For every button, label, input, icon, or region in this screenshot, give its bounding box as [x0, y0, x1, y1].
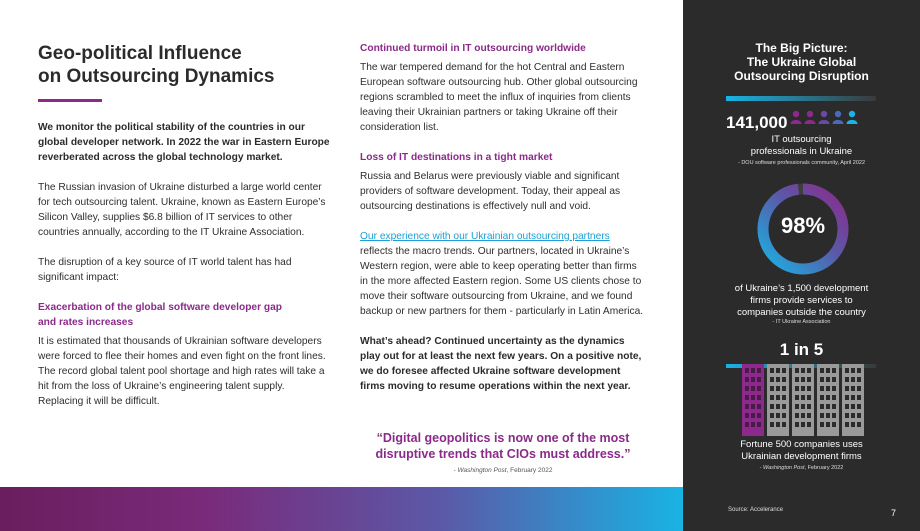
stat-fortune-label-line2: Ukrainian development firms — [741, 451, 862, 462]
paragraph-talent-gap: It is estimated that thousands of Ukrainian software developers were forced to flee their homes and even fight on the front lines. The record global talent pool shortage and high rates will take a hit from the loss of Ukraine’s engineering talent supply. Replacing it will be difficult. — [38, 336, 326, 407]
heading-talent-gap — [38, 300, 330, 330]
stat-firms-label-line3: companies outside the country — [737, 307, 866, 318]
person-icon — [832, 110, 844, 124]
panel-title-line2: The Ukraine Global — [746, 55, 857, 69]
person-icon — [804, 110, 816, 124]
stat-firms-label-line2: firms provide services to — [750, 295, 853, 306]
person-icon — [790, 110, 802, 124]
panel-title-underline — [726, 96, 876, 101]
building-icon — [742, 364, 764, 436]
stat-fortune-src-publication: Washington Post — [763, 465, 805, 471]
building-icon — [792, 364, 814, 436]
paragraph-experience — [360, 229, 644, 319]
column-middle — [360, 41, 644, 409]
pull-quote-source — [360, 467, 646, 474]
page-title — [38, 42, 274, 88]
heading-loss-destinations: Loss of IT destinations in a tight market — [360, 152, 553, 163]
column-left — [38, 120, 330, 424]
stat-professionals-value: 141,000 — [726, 113, 788, 132]
building-icon — [767, 364, 789, 436]
heading-talent-gap-line2: and rates increases — [38, 317, 134, 328]
pull-quote-text: “Digital geopolitics is now one of the most disruptive trends that CIOs must address.” — [375, 431, 631, 461]
stat-professionals-label — [683, 134, 920, 158]
footer-source: Source: Accelerance — [728, 507, 784, 513]
stat-firms-source: - IT Ukraine Association — [772, 319, 831, 325]
stat-firms-label-line1: of Ukraine’s 1,500 development — [734, 283, 869, 294]
stat-fortune-label-line1: Fortune 500 companies uses — [740, 439, 863, 450]
building-icon — [842, 364, 864, 436]
pull-quote — [360, 430, 646, 474]
big-picture-panel — [683, 0, 920, 531]
quote-src-prefix: - — [453, 467, 458, 474]
paragraph-whats-ahead: What’s ahead? Continued uncertainty as the dynamics play out for at least the next few years. On a positive note, we do foresee affected Ukraine software development firms moving to resume operations within the next year. — [360, 336, 642, 392]
heading-turmoil: Continued turmoil in IT outsourcing worldwide — [360, 43, 586, 54]
stat-firms-value: 98% — [780, 213, 826, 238]
ukraine-partners-link[interactable]: Our experience with our Ukrainian outsourcing partners — [360, 231, 610, 242]
quote-src-publication: Washington Post — [457, 467, 507, 474]
lead-paragraph: We monitor the political stability of the countries in our global developer network. In 2022 the war in Eastern Europe reverberated across the global technology market. — [38, 122, 330, 163]
paragraph-turmoil: The war tempered demand for the hot Central and Eastern European software outsourcing hub. Other global outsourcing regions scrambled to meet the influx of inquiries from clients leaving their Ukrainian partners or taking Ukraine off their consideration list. — [360, 62, 638, 133]
page-number: 7 — [891, 508, 897, 518]
stat-fortune-source — [683, 465, 920, 471]
person-icon — [846, 110, 858, 124]
building-icon — [817, 364, 839, 436]
panel-title — [683, 41, 920, 83]
stat-professionals-source: - DOU software professionals community, April 2022 — [737, 160, 866, 166]
page-title-line1: Geo-political Influence — [38, 43, 242, 64]
stat-fortune-src-prefix: - — [759, 465, 764, 471]
panel-title-line1: The Big Picture: — [755, 41, 848, 55]
people-icon-row — [790, 110, 858, 124]
stat-professionals-label-line1: IT outsourcing — [771, 134, 832, 145]
stat-fortune-value: 1 in 5 — [779, 340, 824, 359]
paragraph-disruption: The disruption of a key source of IT world talent has had significant impact: — [38, 257, 292, 283]
paragraph-experience-text: reflects the macro trends. Our partners, located in Ukraine’s Western region, were able to keep operating better than firms in the more affected Eastern region. Some US clients chose to move their software outsourcing from Ukraine, and we found backup or new partners for them - particularly in Latin America. — [360, 246, 644, 317]
heading-talent-gap-line1: Exacerbation of the global software developer gap — [38, 302, 282, 313]
panel-title-line3: Outsourcing Disruption — [734, 69, 869, 83]
title-divider — [38, 99, 102, 102]
stat-fortune-label — [683, 439, 920, 463]
paragraph-loss-destinations: Russia and Belarus were previously viable and significant providers of software development. Today, their appeal as outsourcing destinations is effectively null and void. — [360, 171, 621, 212]
person-icon — [818, 110, 830, 124]
building-icon-row — [740, 362, 866, 436]
stat-professionals-label-line2: professionals in Ukraine — [750, 146, 853, 157]
stat-fortune-src-date: , February 2022 — [804, 465, 844, 471]
bottom-gradient-bar — [0, 487, 683, 531]
paragraph-invasion: The Russian invasion of Ukraine disturbed a large world center for tech outsourcing talent. Ukraine, known as Eastern Europe’s Silicon Valley, supplies $6.8 billion of IT services to other countries annually, according to the IT Ukraine Association. — [38, 182, 326, 238]
stat-firms-label — [683, 283, 920, 319]
page-title-line2: on Outsourcing Dynamics — [38, 66, 275, 87]
quote-src-date: , February 2022 — [506, 467, 553, 474]
